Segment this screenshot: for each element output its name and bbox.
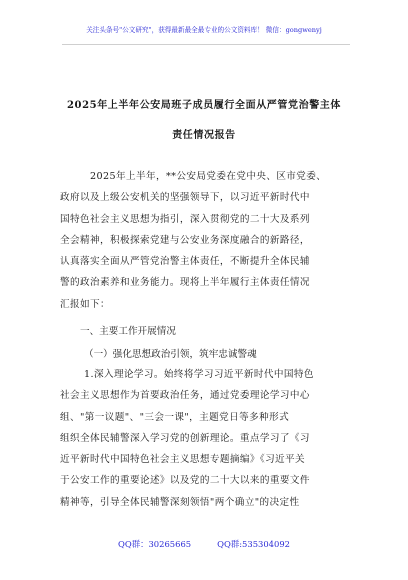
footer-qq-group-2: QQ群:535304092 [217, 539, 290, 549]
section-line: 组织全体民辅警深入学习党的创新理论。重点学习了《习 [60, 432, 310, 444]
intro-line: 2025年上半年，**公安局党委在党中央、区市党委、 [90, 171, 327, 182]
section-heading: 一、主要工作开展情况 [80, 326, 176, 337]
footer-qq-group-1: QQ群：30265665 [118, 539, 192, 549]
header-divider [62, 44, 350, 45]
section-line: 近平新时代中国特色社会主义思想专题摘编》《习近平关 [60, 454, 306, 466]
document-title-line-1: 2025年上半年公安局班子成员履行全面从严管党治警主体 [66, 100, 342, 111]
header-banner: 关注头条号"公文研究"，获得最新最全最专业的公文资料库！ 微信：gongwenyj [86, 26, 322, 34]
footer [0, 538, 408, 550]
document-title-line-2: 责任情况报告 [172, 130, 236, 141]
intro-line: 国特色社会主义思想为指引，深入贯彻党的二十大及系列 [60, 213, 310, 225]
intro-line: 全会精神，积极探索党建与公安业务深度融合的新路径， [60, 234, 310, 246]
section-line: 精神等，引导全体民辅警深刻领悟"两个确立"的决定性 [60, 496, 300, 508]
intro-line: 警的政治素养和业务能力。现将上半年履行主体责任情况 [60, 277, 310, 289]
intro-paragraph [60, 166, 360, 315]
section-line: 社会主义思想作为首要政治任务，通过党委理论学习中心 [60, 390, 310, 402]
subsection-heading: （一）强化思想政治引领，筑牢忠诚警魂 [84, 349, 257, 360]
section-line: 1.深入理论学习。始终将学习习近平新时代中国特色 [84, 369, 314, 380]
intro-line: 认真落实全面从严管党治警主体责任，不断提升全体民辅 [60, 256, 310, 268]
section-line: 组、"第一议题"、"三会一课"，主题党日等多种形式 [60, 411, 290, 423]
section-paragraph [60, 364, 360, 513]
section-line: 于公安工作的重要论述》以及党的二十大以来的重要文件 [60, 475, 310, 487]
intro-line: 汇报如下： [60, 298, 110, 310]
intro-line: 政府以及上级公安机关的坚强领导下，以习近平新时代中 [60, 192, 310, 204]
